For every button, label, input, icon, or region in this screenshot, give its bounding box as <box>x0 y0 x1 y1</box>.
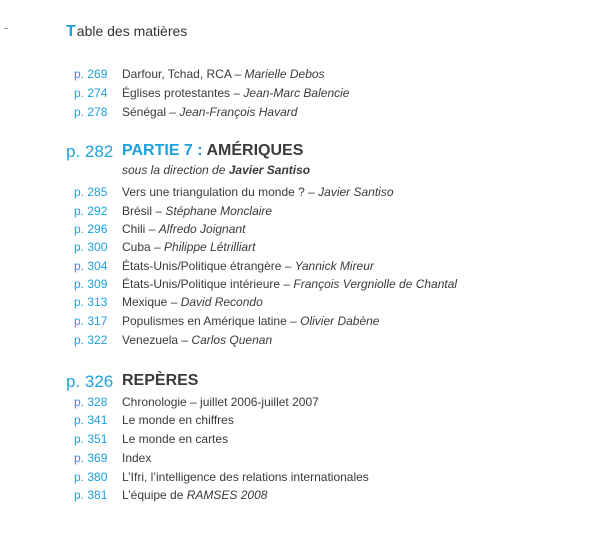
entry-title: Darfour, Tchad, RCA – Marielle Debos <box>122 67 325 81</box>
entry-title: Cuba – Philippe Létrilliart <box>122 240 256 254</box>
entry-page: p. 351 <box>74 432 108 446</box>
entry-author: Jean-François Havard <box>179 105 298 119</box>
entry-page: p. 292 <box>74 204 108 218</box>
entry-author: François Vergniolle de Chantal <box>293 277 458 291</box>
entry-page: p. 269 <box>74 67 108 81</box>
entry-page: p. 380 <box>74 470 108 484</box>
entry-page: p. 309 <box>74 277 108 291</box>
entry-author: Javier Santiso <box>318 185 394 199</box>
toc-heading <box>66 23 187 41</box>
entry-title: L’équipe de RAMSES 2008 <box>122 488 268 502</box>
entry-title: Vers une triangulation du monde ? – Javier Santiso <box>122 185 394 199</box>
entry-title: Venezuela – Carlos Quenan <box>122 333 273 347</box>
stray-mark <box>4 28 8 29</box>
entry-page: p. 274 <box>74 86 108 100</box>
entry-page: p. 328 <box>74 395 108 409</box>
entry-title: Le monde en cartes <box>122 432 229 446</box>
entry-author: Yannick Mireur <box>294 259 374 273</box>
entry-title: Chronologie – juillet 2006-juillet 2007 <box>122 395 319 409</box>
entry-author: Marielle Debos <box>244 67 325 81</box>
entry-author: Alfredo Joignant <box>158 222 246 236</box>
entry-page: p. 322 <box>74 333 108 347</box>
entry-page: p. 278 <box>74 105 108 119</box>
entry-title: Chili – Alfredo Joignant <box>122 222 246 236</box>
entry-title: Le monde en chiffres <box>122 413 234 427</box>
entry-author: RAMSES 2008 <box>186 488 268 502</box>
entry-page: p. 341 <box>74 413 108 427</box>
section-title: REPÈRES <box>122 372 199 389</box>
toc-heading-text: able des matières <box>76 23 188 39</box>
entry-title: Index <box>122 451 152 465</box>
entry-title: Églises protestantes – Jean-Marc Balencie <box>122 86 350 100</box>
entry-page: p. 296 <box>74 222 108 236</box>
entry-page: p. 369 <box>74 451 108 465</box>
entry-title: Brésil – Stéphane Monclaire <box>122 204 273 218</box>
entry-page: p. 313 <box>74 295 108 309</box>
entry-author: Stéphane Monclaire <box>165 204 273 218</box>
entry-title: Mexique – David Recondo <box>122 295 263 309</box>
entry-author: Philippe Létrilliart <box>164 240 256 254</box>
entry-title: États-Unis/Politique intérieure – François Vergniolle de Chantal <box>122 277 458 291</box>
entry-page: p. 381 <box>74 488 108 502</box>
entry-author: David Recondo <box>180 295 263 309</box>
entry-page: p. 317 <box>74 314 108 328</box>
entry-author: Olivier Dabène <box>300 314 380 328</box>
toc-heading-initial: T <box>66 23 76 40</box>
entry-title: Sénégal – Jean-François Havard <box>122 105 298 119</box>
section-page: p. 282 <box>66 142 114 161</box>
entry-page: p. 304 <box>74 259 108 273</box>
entry-title: L’Ifri, l’intelligence des relations internationales <box>122 470 369 484</box>
section-director: Javier Santiso <box>228 163 311 177</box>
entry-author: Jean-Marc Balencie <box>243 86 350 100</box>
section-page: p. 326 <box>66 372 114 391</box>
entry-page: p. 285 <box>74 185 108 199</box>
entry-page: p. 300 <box>74 240 108 254</box>
entry-title: Populismes en Amérique latine – Olivier Dabène <box>122 314 380 328</box>
section-title: PARTIE 7 : AMÉRIQUES <box>122 142 304 159</box>
entry-title: États-Unis/Politique étrangère – Yannick Mireur <box>122 259 374 273</box>
entry-author: Carlos Quenan <box>191 333 273 347</box>
